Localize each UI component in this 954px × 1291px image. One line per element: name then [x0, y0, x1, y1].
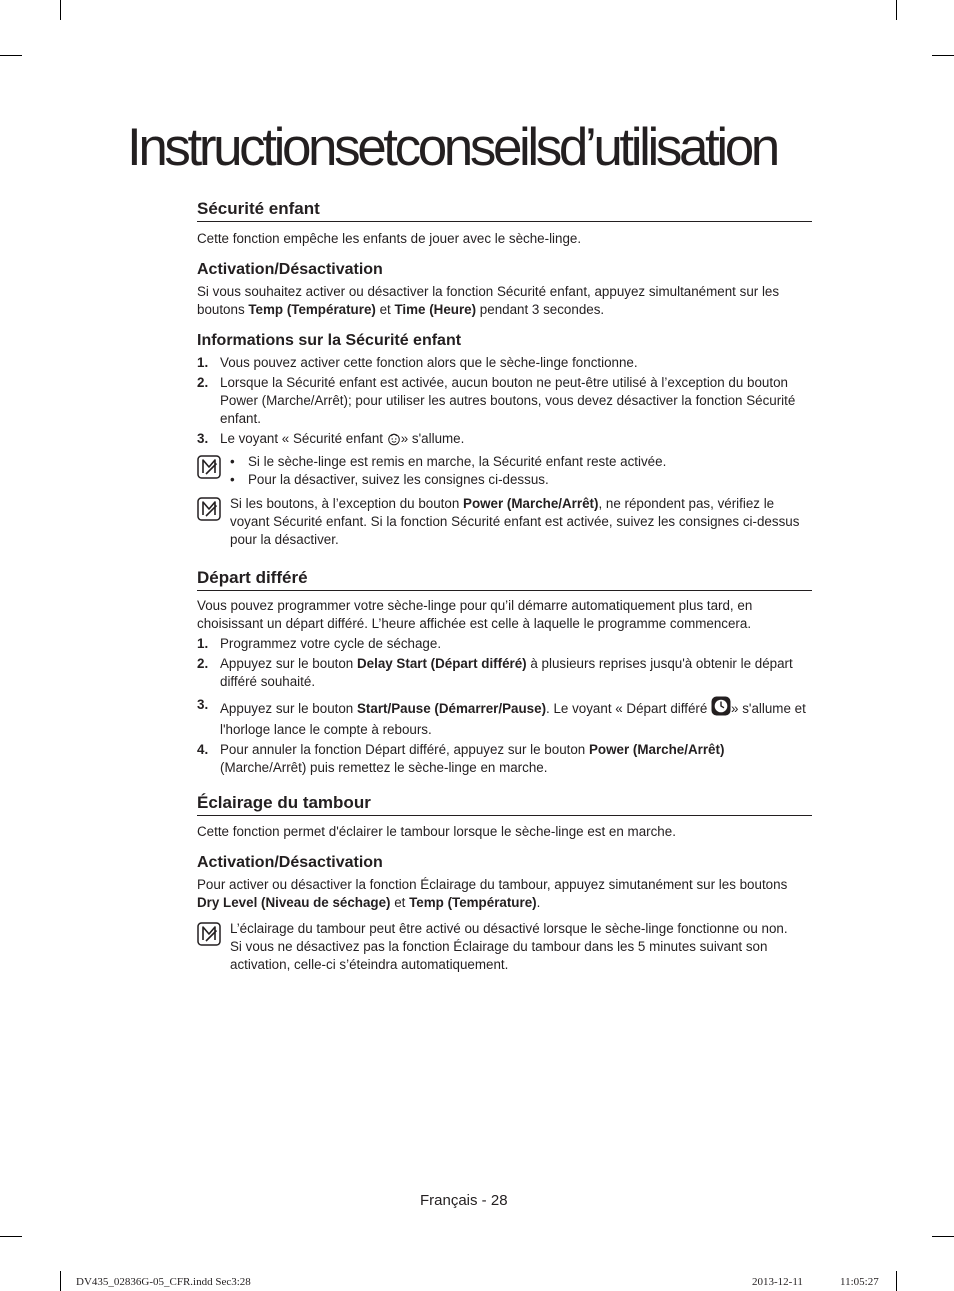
note-icon: [197, 922, 221, 946]
text-run: Si les boutons, à l’exception du bouton: [230, 496, 464, 511]
crop-mark: [60, 0, 61, 20]
crop-mark: [0, 1236, 22, 1237]
delay-start-steps: [197, 635, 812, 777]
item-number: 2.: [197, 375, 209, 390]
child-lock-activation-title: Activation/Désactivation: [197, 261, 383, 278]
note-icon: [197, 455, 221, 479]
delay-clock-icon: [711, 696, 731, 721]
button-name-temp: Temp (Température): [409, 895, 537, 910]
list-item: [197, 635, 812, 653]
child-lock-icon: [387, 432, 401, 451]
list-item: [197, 374, 812, 428]
list-item: [197, 430, 812, 451]
text-run: et: [375, 302, 395, 317]
print-slug-file: DV435_02836G-05_CFR.indd Sec3:28: [76, 1276, 251, 1288]
section-title-drum-light: Éclairage du tambour: [197, 792, 812, 816]
item-text: . Le voyant « Départ différé: [546, 701, 712, 716]
note-bullet-list: [230, 453, 812, 489]
button-name-dry-level: Dry Level (Niveau de séchage): [197, 895, 391, 910]
child-lock-info-title: Informations sur la Sécurité enfant: [197, 332, 462, 349]
note-text: Si vous ne désactivez pas la fonction Éclairage du tambour dans les 5 minutes suivant son activation, celle-ci s’éteindra automatiquement.: [230, 939, 768, 972]
child-lock-info-list: [197, 354, 812, 451]
item-text: Appuyez sur le bouton: [220, 701, 357, 716]
button-name-time: Time (Heure): [394, 302, 477, 317]
item-number: 4.: [197, 742, 209, 757]
item-number: 1.: [197, 636, 209, 651]
item-text: Programmez votre cycle de séchage.: [220, 636, 442, 651]
drum-light-intro: Cette fonction permet d'éclairer le tambour lorsque le sèche-linge est en marche.: [197, 824, 676, 839]
text-run: .: [536, 895, 541, 910]
list-item: [197, 655, 812, 691]
delay-start-intro: Vous pouvez programmer votre sèche-linge pour qu’il démarre automatiquement plus tard, en choisissant un départ différé. L’heure affichée est celle à laquelle le programme commencera.: [197, 598, 753, 631]
button-name-start-pause: Start/Pause (Démarrer/Pause): [356, 701, 547, 716]
item-text: à plusieurs reprises jusqu'à obtenir le départ différé souhaité.: [220, 656, 793, 689]
note-block: [197, 453, 812, 489]
text-run: , ne répondent pas, vérifiez le voyant Sécurité enfant. Si la fonction Sécurité enfant est activée, suivez les consignes ci-dessus pour la désactiver.: [230, 496, 800, 547]
crop-mark: [932, 1236, 954, 1237]
note-text: L’éclairage du tambour peut être activé ou désactivé lorsque le sèche-linge fonctionne ou non.: [230, 921, 788, 936]
section-title-delay-start: Départ différé: [197, 567, 812, 591]
page-number: Français - 28: [420, 1192, 508, 1209]
print-slug-time: 11:05:27: [840, 1276, 879, 1288]
button-name-power: Power (Marche/Arrêt): [588, 742, 725, 757]
main-content: [197, 198, 812, 974]
section-title-child-lock: Sécurité enfant: [197, 198, 812, 222]
text-run: Pour activer ou désactiver la fonction Éclairage du tambour, appuyez simutanément sur les boutons: [197, 877, 788, 892]
crop-mark: [0, 55, 22, 56]
item-text: Lorsque la Sécurité enfant est activée, aucun bouton ne peut-être utilisé à l’exception du bouton Power (Marche/Arrêt); pour utiliser les autres boutons, vous devez désactiver la fonction Sécurité enfant.: [220, 375, 796, 426]
item-number: 2.: [197, 656, 209, 671]
item-text: Vous pouvez activer cette fonction alors que le sèche-linge fonctionne.: [220, 355, 638, 370]
note-block: [197, 920, 812, 974]
item-text: (Marche/Arrêt) puis remettez le sèche-linge en marche.: [220, 760, 548, 775]
note-block: [197, 495, 812, 549]
button-name-power: Power (Marche/Arrêt): [463, 496, 599, 511]
item-text: Pour annuler la fonction Départ différé, appuyez sur le bouton: [220, 742, 589, 757]
list-item: [197, 354, 812, 372]
child-lock-activation-text: [197, 283, 812, 319]
list-item: • Pour la désactiver, suivez les consignes ci-dessus.: [230, 471, 812, 489]
item-text: » s'allume.: [400, 431, 465, 446]
button-name-delay-start: Delay Start (Départ différé): [356, 656, 527, 671]
text-run: pendant 3 secondes.: [476, 302, 605, 317]
list-item: • Si le sèche-linge est remis en marche, la Sécurité enfant reste activée.: [230, 453, 812, 471]
text-run: Si vous souhaitez activer ou désactiver la fonction Sécurité enfant, appuyez simultanément sur les boutons: [197, 284, 780, 317]
item-number: 3.: [197, 697, 209, 712]
drum-light-activation-text: [197, 876, 812, 912]
page-title: Instructionsetconseilsd’utilisation: [127, 118, 777, 177]
item-text: Le voyant « Sécurité enfant: [220, 431, 387, 446]
child-lock-intro: Cette fonction empêche les enfants de jouer avec le sèche-linge.: [197, 231, 582, 246]
item-number: 1.: [197, 355, 209, 370]
crop-mark: [932, 55, 954, 56]
button-name-temp: Temp (Température): [248, 302, 376, 317]
crop-mark: [60, 1271, 61, 1291]
crop-mark: [896, 1271, 897, 1291]
note-icon: [197, 497, 221, 521]
item-number: 3.: [197, 431, 209, 446]
print-slug-date: 2013-12-11: [752, 1276, 803, 1288]
crop-mark: [896, 0, 897, 20]
note-text: [230, 495, 812, 549]
item-text: » s'allume et l'horloge lance le compte à rebours.: [220, 701, 806, 737]
text-run: et: [390, 895, 410, 910]
drum-light-activation-title: Activation/Désactivation: [197, 854, 383, 871]
list-item: [197, 696, 812, 739]
list-item: [197, 741, 812, 777]
item-text: Appuyez sur le bouton: [220, 656, 357, 671]
